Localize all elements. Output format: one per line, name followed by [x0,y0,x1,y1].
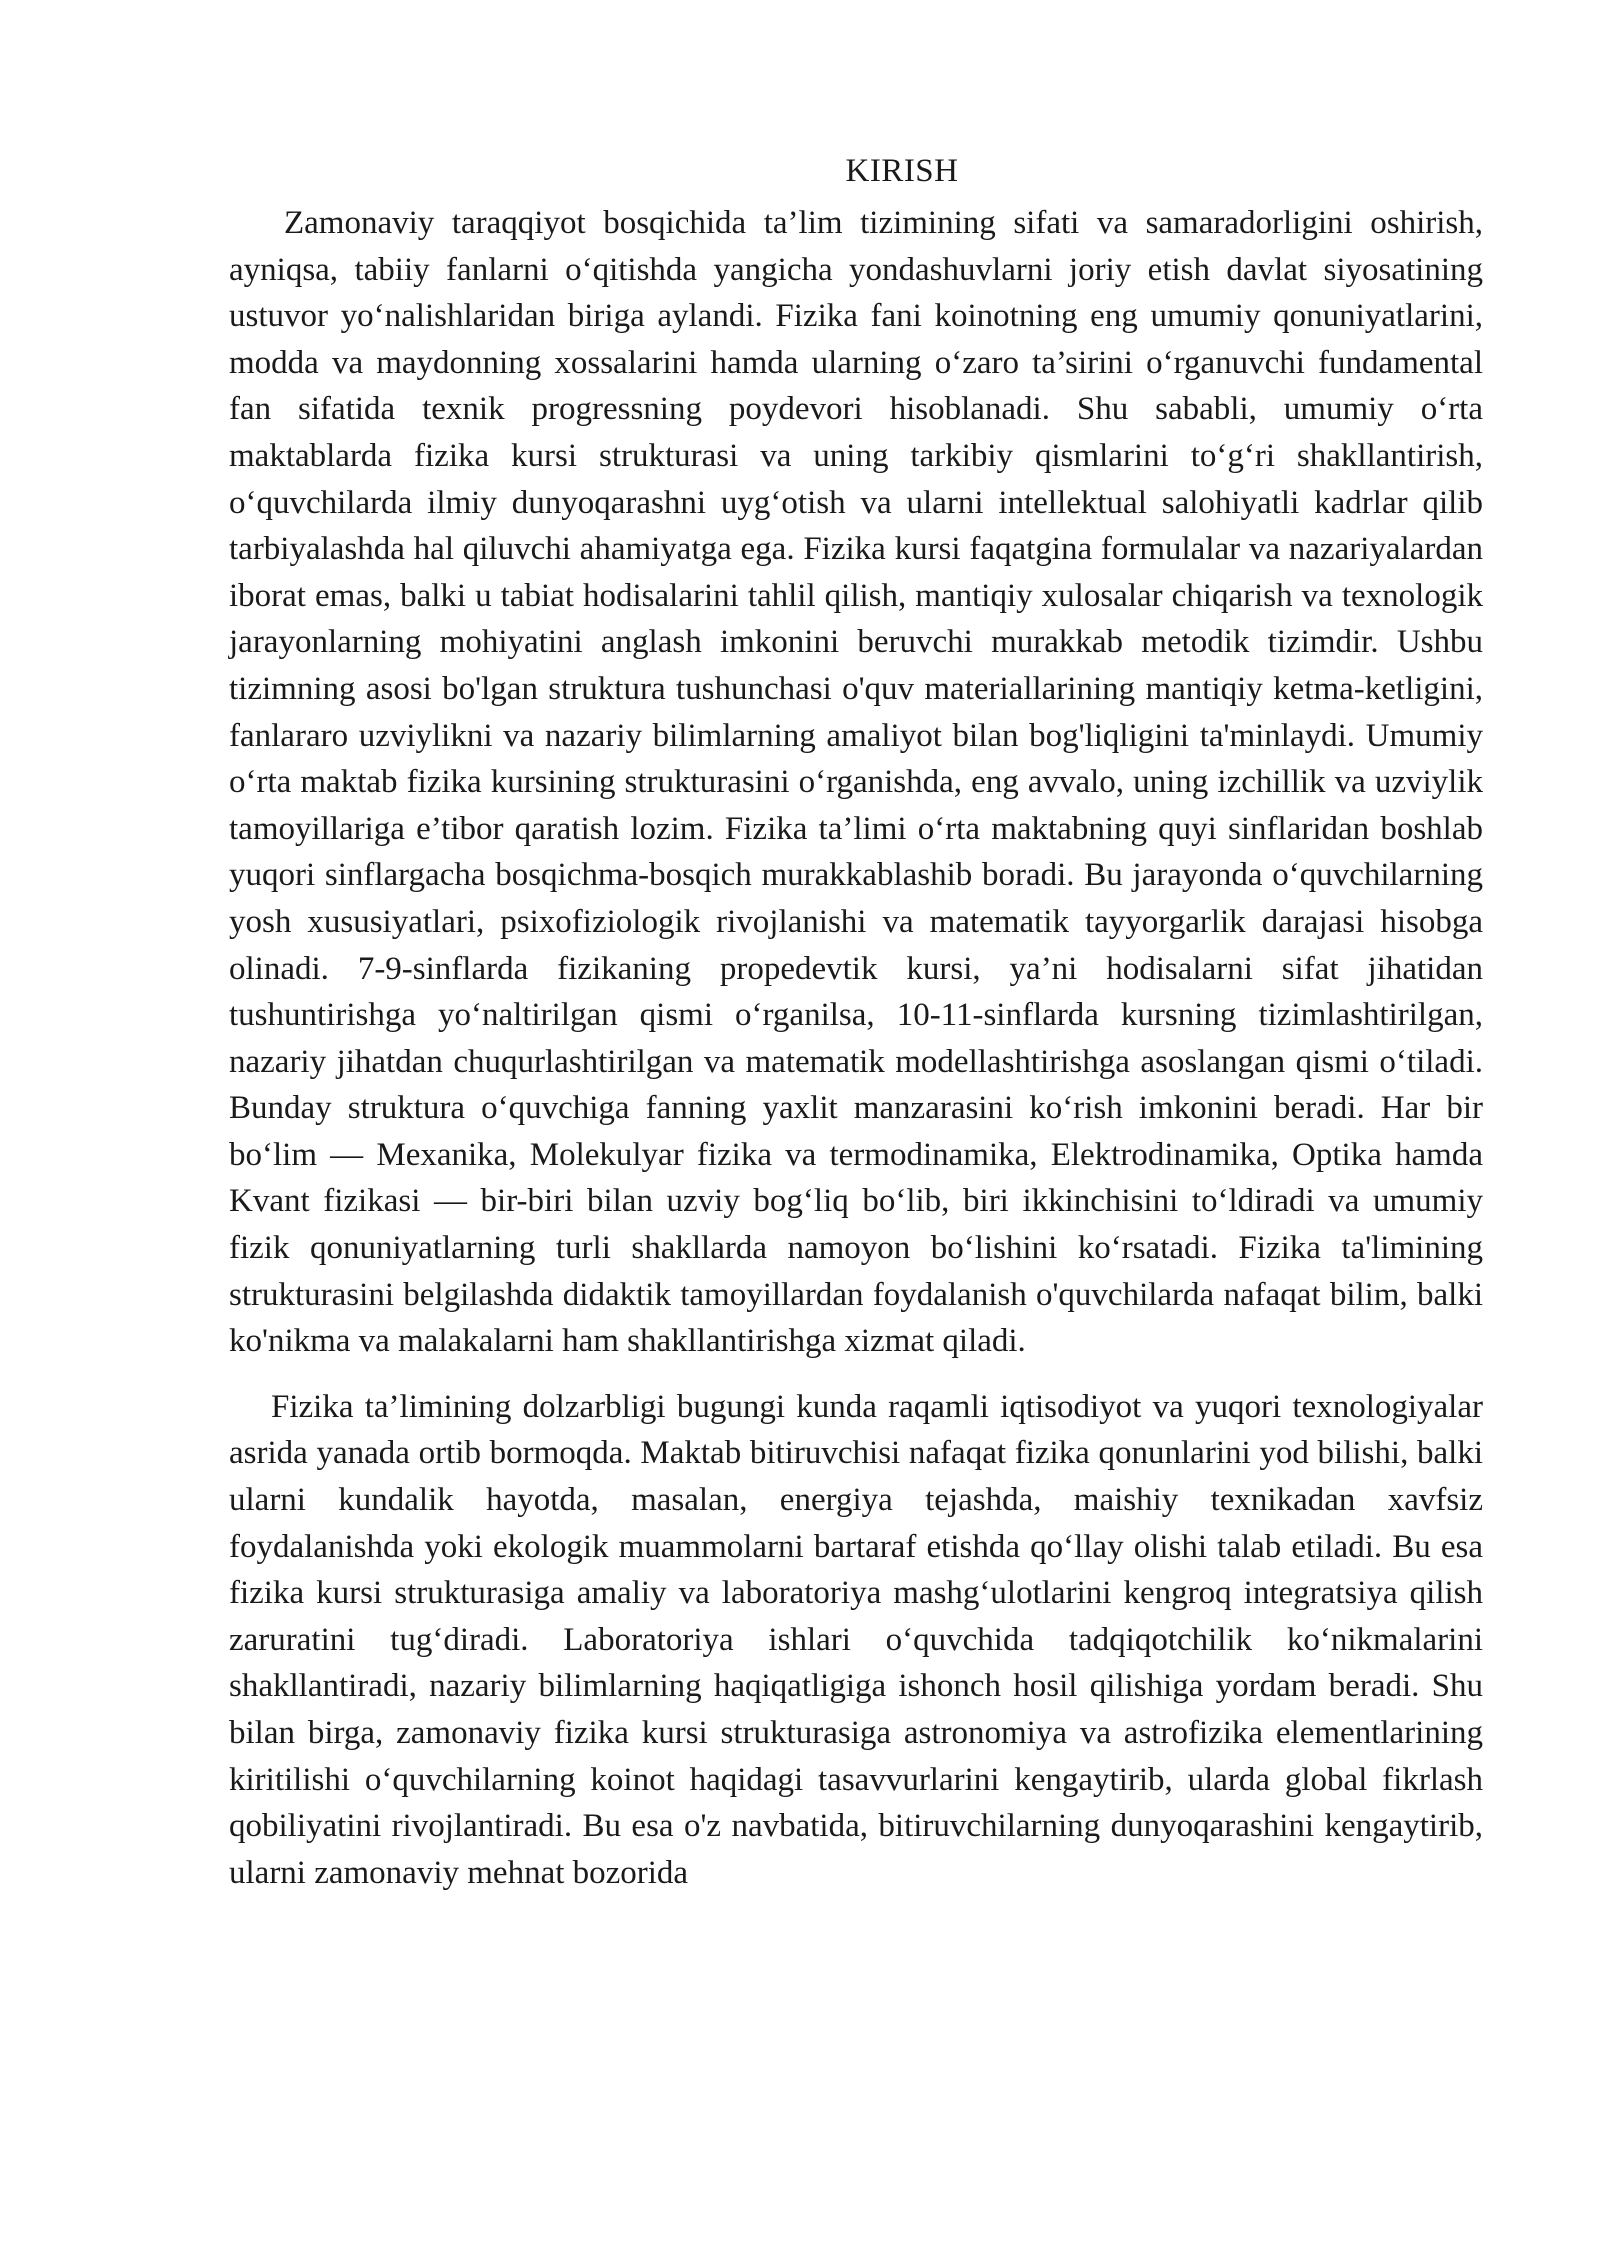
page-title: KIRISH [845,153,959,189]
paragraph-2: Fizika ta’limining dolzarbligi bugungi kunda raqamli iqtisodiyot va yuqori texnologiyalar asrida yanada ortib bormoqda. Maktab bitiruvchisi nafaqat fizika qonunlarini yod bilishi, balki ularni kundalik hayotda, masalan, energiya tejashda, maishiy texnikadan xavfsiz foydalanishda yoki ekologik muammolarni bartaraf etishda qo‘llay olishi talab etiladi. Bu esa fizika kursi strukturasiga amaliy va laboratoriya mashg‘ulotlarini kengroq integratsiya qilish zaruratini tug‘diradi. Laboratoriya ishlari o‘quvchida tadqiqotchilik ko‘nikmalarini shakllantiradi, nazariy bilimlarning haqiqatligiga ishonch hosil qilishiga yordam beradi. Shu bilan birga, zamonaviy fizika kursi strukturasiga astronomiya va astrofizika elementlarining kiritilishi o‘quvchilarning koinot haqidagi tasavvurlarini kengaytirib, ularda global fikrlash qobiliyatini rivojlantiradi. Bu esa o'z navbatida, bitiruvchilarning dunyoqarashini kengaytirib, ularni zamonaviy mehnat bozorida [229,1388,1483,1891]
page-content [229,148,1483,1896]
paragraph-1: Zamonaviy taraqqiyot bosqichida ta’lim tizimining sifati va samaradorligini oshirish, ayniqsa, tabiiy fanlarni o‘qitishda yangicha yondashuvlarni joriy etish davlat siyosatining ustuvor yo‘nalishlaridan biriga aylandi. Fizika fani koinotning eng umumiy qonuniyatlarini, modda va maydonning xossalarini hamda ularning o‘zaro ta’sirini o‘rganuvchi fundamental fan sifatida texnik progressning poydevori hisoblanadi. Shu sababli, umumiy o‘rta maktablarda fizika kursi strukturasi va uning tarkibiy qismlarini to‘g‘ri shakllantirish, o‘quvchilarda ilmiy dunyoqarashni uyg‘otish va ularni intellektual salohiyatli kadrlar qilib tarbiyalashda hal qiluvchi ahamiyatga ega. Fizika kursi faqatgina formulalar va nazariyalardan iborat emas, balki u tabiat hodisalarini tahlil qilish, mantiqiy xulosalar chiqarish va texnologik jarayonlarning mohiyatini anglash imkonini beruvchi murakkab metodik tizimdir. Ushbu tizimning asosi bo'lgan struktura tushunchasi o'quv materiallarining mantiqiy ketma-ketligini, fanlararo uzviylikni va nazariy bilimlarning amaliyot bilan bog'liqligini ta'minlaydi. Umumiy o‘rta maktab fizika kursining strukturasini o‘rganishda, eng avvalo, uning izchillik va uzviylik tamoyillariga e’tibor qaratish lozim. Fizika ta’limi o‘rta maktabning quyi sinflaridan boshlab yuqori sinflargacha bosqichma-bosqich murakkablashib boradi. Bu jarayonda o‘quvchilarning yosh xususiyatlari, psixofiziologik rivojlanishi va matematik tayyorgarlik darajasi hisobga olinadi. 7-9-sinflarda fizikaning propedevtik kursi, ya’ni hodisalarni sifat jihatidan tushuntirishga yo‘naltirilgan qismi o‘rganilsa, 10-11-sinflarda kursning tizimlashtirilgan, nazariy jihatdan chuqurlashtirilgan va matematik modellashtirishga asoslangan qismi o‘tiladi. Bunday struktura o‘quvchiga fanning yaxlit manzarasini ko‘rish imkonini beradi. Har bir bo‘lim — Mexanika, Molekulyar fizika va termodinamika, Elektrodinamika, Optika hamda Kvant fizikasi — bir-biri bilan uzviy bog‘liq bo‘lib, biri ikkinchisini to‘ldiradi va umumiy fizik qonuniyatlarning turli shakllarda namoyon bo‘lishini ko‘rsatadi. Fizika ta'limining strukturasini belgilashda didaktik tamoyillardan foydalanish o'quvchilarda nafaqat bilim, balki ko'nikma va malakalarni ham shakllantirishga xizmat qiladi. [229,205,1483,1360]
